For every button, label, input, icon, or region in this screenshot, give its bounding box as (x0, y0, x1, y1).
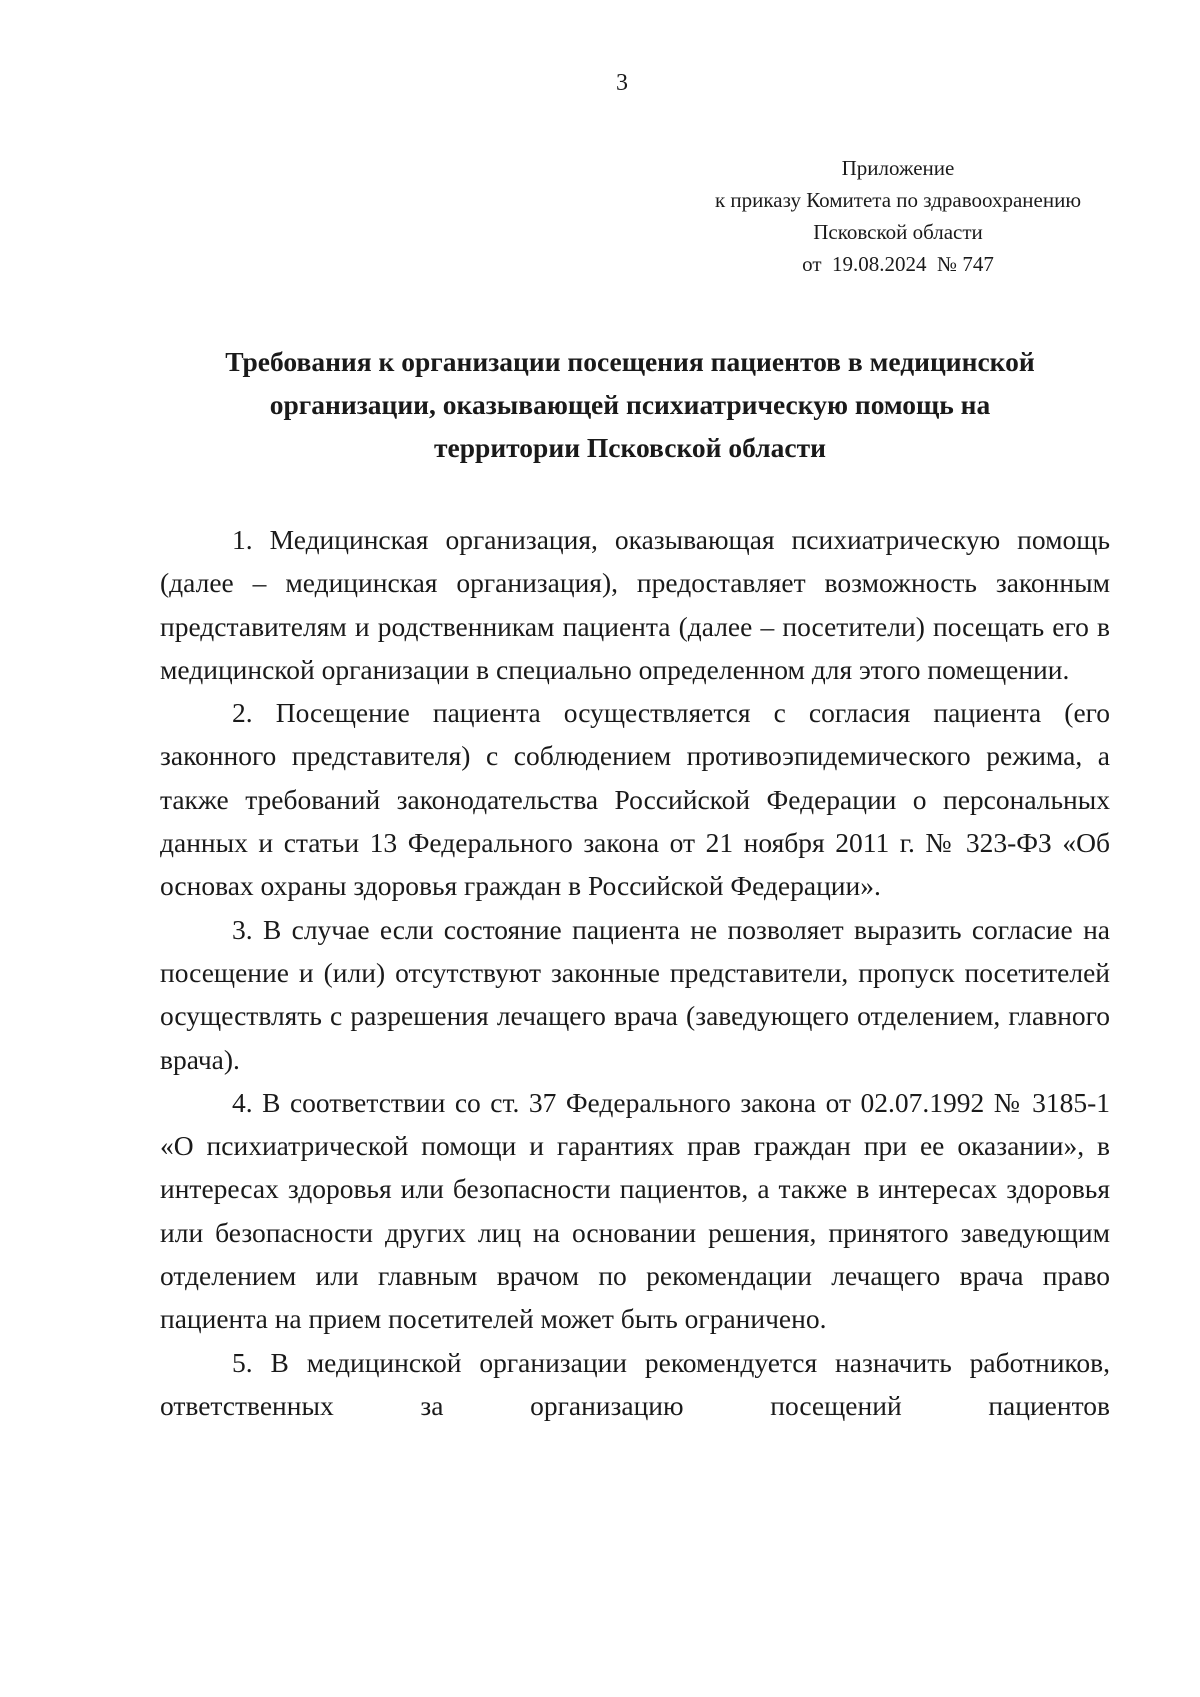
paragraph-4: 4. В соответствии со ст. 37 Федерального закона от 02.07.1992 № 3185-1 «О психиатрической помощи и гарантиях прав граждан при ее оказании», в интересах здоровья или безопасности пациентов, а также в интересах здоровья или безопасности других лиц на основании решения, принятого заведующим отделением или главным врачом по рекомендации лечащего врача право пациента на прием посетителей может быть ограничено. (160, 1086, 1110, 1335)
paragraph-2: 2. Посещение пациента осуществляется с согласия пациента (его законного представителя) с соблюдением противоэпидемического режима, а также требований законодательства Российской Федерации о персональных данных и статьи 13 Федерального закона от 21 ноября 2011 г. № 323-ФЗ «Об основах охраны здоровья граждан в Российской Федерации». (160, 697, 1110, 902)
title-line: территории Псковской области (434, 432, 826, 463)
appendix-line: от 19.08.2024 № 747 (802, 252, 994, 276)
page-number: 3 (616, 70, 628, 96)
paragraph-5: 5. В медицинской организации рекомендуется назначить работников, ответственных за организацию посещений пациентов (160, 1346, 1110, 1421)
paragraph-3: 3. В случае если состояние пациента не позволяет выразить согласие на посещение и (или) отсутствуют законные представители, пропуск посетителей осуществлять с разрешения лечащего врача (заведующего отделением, главного врача). (160, 913, 1110, 1075)
document-body (160, 518, 1110, 1427)
title-line: Требования к организации посещения пациентов в медицинской (225, 346, 1035, 377)
appendix-line: к приказу Комитета по здравоохранению (714, 188, 1082, 212)
paragraph-1: 1. Медицинская организация, оказывающая психиатрическую помощь (далее – медицинская организация), предоставляет возможность законным представителям и родственникам пациента (далее – посетители) посещать его в медицинской организации в специально определенном для этого помещении. (160, 524, 1110, 685)
appendix-line: Приложение (841, 156, 955, 180)
document-title (150, 340, 1110, 469)
appendix-line: Псковской области (813, 220, 983, 244)
title-line: организации, оказывающей психиатрическую помощь на (269, 389, 991, 420)
appendix-block (668, 152, 1128, 280)
